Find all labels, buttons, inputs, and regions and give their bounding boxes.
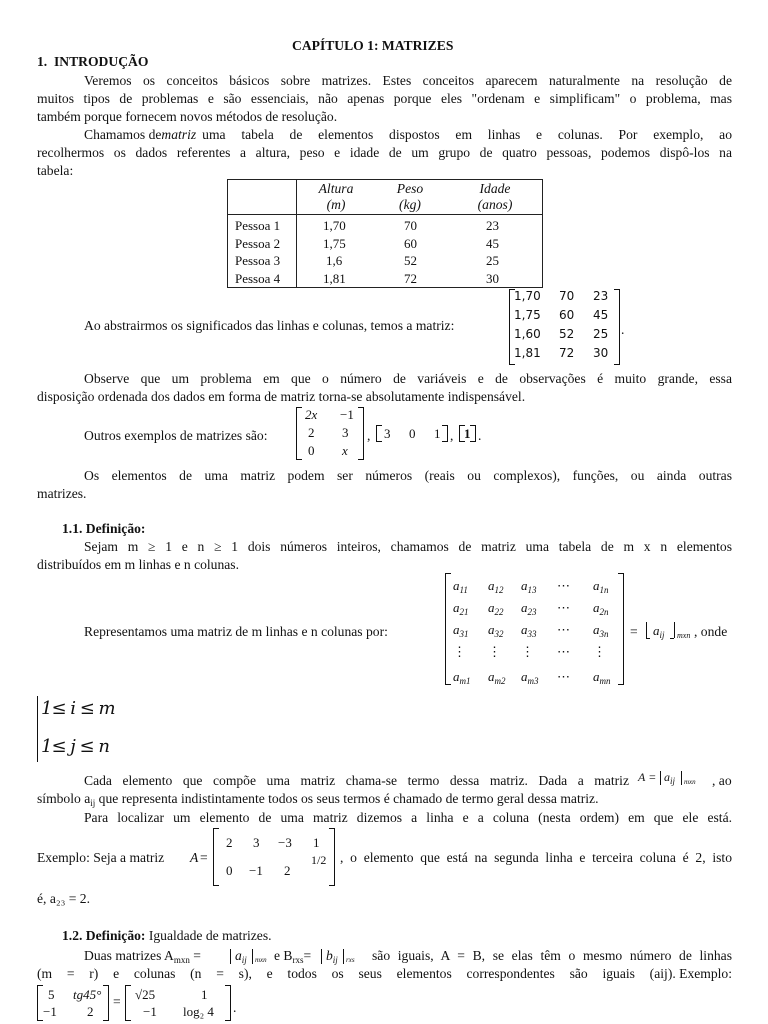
header-peso: [380, 181, 440, 213]
subscript-ij: ij: [90, 798, 96, 808]
text-segment: [84, 948, 201, 965]
left-floor-bracket: [646, 622, 647, 638]
punctuation: .: [621, 322, 625, 337]
definition-line-1: Sejam m ≥ 1 e n ≥ 1 dois números inteiros, chamamos de matriz uma tabela de m x n elementos: [84, 539, 732, 554]
text-segment: que representa indistintamente todos os seus termos é chamado de termo geral dessa matriz.: [98, 791, 599, 806]
general-matrix-cell: $a_{m2}$: [488, 669, 506, 686]
matrix-cell: √25: [135, 987, 156, 1002]
general-matrix-cell: ⋯: [557, 644, 570, 659]
onde-text: , onde: [694, 624, 728, 639]
matrix-cell: log₂ 4: [183, 1004, 214, 1019]
matrix-cell: −3: [278, 835, 292, 850]
general-matrix-cell: $a_{31}$: [453, 622, 469, 639]
aij-symbol: $a_{ij}$: [235, 948, 247, 965]
matrix-cell: 1,70: [514, 289, 541, 303]
subscript-rxs: rxs: [292, 955, 304, 965]
period: .: [233, 1000, 237, 1015]
matrix-cell: 1,81: [514, 346, 541, 360]
bij-symbol: $b_{ij}$: [326, 948, 338, 965]
matrix-cell: 52: [559, 327, 575, 341]
right-floor-bracket: [681, 771, 682, 785]
left-bracket: [213, 828, 219, 886]
text-segment: e B: [274, 948, 293, 963]
matrix-cell: tg45°: [73, 987, 102, 1002]
equals-sign: =: [630, 624, 638, 639]
matrix-cell: 2: [226, 835, 233, 850]
text-segment: Chamamos de: [84, 127, 162, 142]
row-label: Pessoa 4: [235, 270, 281, 286]
general-matrix-cell: $a_{33}$: [521, 622, 537, 639]
matrix-cell: 23: [593, 289, 609, 303]
row-label: Pessoa 3: [235, 253, 281, 268]
example-scalar-matrix: [459, 425, 476, 442]
general-matrix-cell: $a_{mn}$: [593, 669, 611, 686]
general-matrix-cell: ⋯: [557, 622, 570, 637]
right-bracket: [103, 985, 109, 1021]
matrix-cell: 1: [313, 835, 320, 850]
text-segment: uma tabela de elementos dispostos em linhas e colunas. Por exemplo, ao: [202, 127, 732, 142]
header-altura-label: Altura: [318, 181, 354, 196]
matrix-cell: 45: [593, 308, 609, 322]
matrix-cell: 5: [48, 987, 55, 1002]
example-after-text: , o elemento que está na segunda linha e terceira coluna é 2, isto: [340, 850, 732, 865]
left-bracket: [125, 985, 131, 1021]
matrix-cell: 3: [342, 425, 349, 440]
paragraph-matriz-line-3: tabela:: [37, 163, 74, 178]
text-segment: , ao: [712, 773, 732, 788]
matrix-cell: 70: [559, 289, 575, 303]
cell-peso: 52: [404, 253, 417, 268]
left-floor-bracket: [230, 949, 231, 964]
right-floor-base: [670, 638, 674, 639]
cell-altura: 1,81: [323, 270, 346, 286]
header-idade: [460, 181, 530, 213]
general-matrix-cell: $a_{2n}$: [593, 600, 609, 617]
equals-sign: =: [193, 948, 201, 963]
paragraph-matriz-line-2: recolhermos os dados referentes a altura, peso e idade de um grupo de quatro pessoas, podemos dispô-los na: [37, 145, 732, 160]
matrix-cell: x: [342, 443, 348, 458]
header-altura: [306, 181, 366, 213]
cell-idade: 23: [486, 218, 499, 233]
example-result: é, a₂₃ = 2.: [37, 891, 91, 906]
matrix-cell: 72: [559, 346, 575, 360]
left-bracket: [376, 425, 382, 442]
paragraph-matriz-line-1: [84, 127, 732, 143]
matrix-cell: 0: [409, 426, 416, 441]
header-altura-unit: (m): [326, 197, 346, 212]
comma: ,: [367, 428, 371, 443]
matrix-cell: 0: [308, 443, 315, 458]
header-peso-label: Peso: [396, 181, 424, 196]
equals-sign: =: [303, 948, 312, 963]
text-segment: símbolo a: [37, 791, 91, 806]
left-floor-base: [646, 638, 650, 639]
general-matrix-cell: $a_{12}$: [488, 578, 504, 595]
condition-i: 1≤ i ≤ m: [41, 698, 115, 719]
right-floor-bracket: [252, 949, 253, 964]
rxs-subscript: rxs: [346, 956, 355, 964]
equality-example-right: [125, 985, 231, 1021]
matrix-cell: 2: [284, 863, 291, 878]
row-label: Pessoa 2: [235, 235, 281, 251]
paragraph-termo-line-2: [37, 791, 598, 808]
general-matrix-cell: ⋮: [593, 644, 606, 659]
equality-line-2: [37, 966, 732, 982]
cell-idade: 25: [486, 253, 499, 268]
left-floor-bracket: [321, 949, 322, 964]
paragraph-observe-line-1: Observe que um problema em que o número de variáveis e de observações é muito grande, essa: [84, 371, 732, 386]
mxn-subscript: mxn: [255, 956, 267, 964]
general-matrix: [445, 573, 624, 685]
equals-sign: =: [649, 770, 656, 784]
heading-rest: Igualdade de matrizes.: [148, 928, 272, 943]
heading-bold: 1.2. Definição:: [62, 928, 146, 943]
general-matrix-cell: $a_{m3}$: [521, 669, 539, 686]
mxn-subscript: mxn: [684, 778, 696, 786]
general-matrix-cell: $a_{m1}$: [453, 669, 471, 686]
fraction-value: 1/2: [311, 853, 327, 867]
paragraph-localizar-line-1: Para localizar um elemento de uma matriz dizemos a linha e a coluna (nesta ordem) em que ele está.: [84, 810, 732, 825]
paragraph-intro-line-3: também porque fornecem novos métodos de resolução.: [37, 109, 338, 124]
cell-peso: 70: [404, 218, 417, 233]
matrix-cell: 2x: [305, 407, 318, 422]
general-matrix-cell: $a_{21}$: [453, 600, 469, 617]
cell-altura: 1,6: [326, 253, 343, 268]
paragraph-intro-line-1: Veremos os conceitos básicos sobre matrizes. Estes conceitos aparecem naturalmente na resolução de: [84, 73, 732, 88]
left-bracket: [296, 407, 302, 460]
table-divider: [227, 214, 542, 215]
row-label: Pessoa 1: [235, 218, 281, 233]
aij-symbol: $a_{ij}$: [664, 770, 676, 786]
cell-idade: 45: [486, 235, 499, 251]
matrix-cell: 2: [87, 1004, 94, 1019]
matrix-cell: 1,75: [514, 308, 541, 322]
matrix-cell: 3: [384, 426, 391, 441]
general-matrix-cell: $a_{3n}$: [593, 622, 609, 639]
mxn-subscript: mxn: [677, 631, 691, 640]
var-a: A: [638, 770, 646, 784]
right-bracket: [225, 985, 231, 1021]
paragraph-termo-line-1: Cada elemento que compõe uma matriz chama-se termo dessa matriz. Dada a matriz: [84, 773, 629, 788]
paragraph-observe-line-2: disposição ordenada dos dados em forma de matriz torna-se absolutamente indispensável.: [37, 389, 526, 404]
condition-brace: [37, 696, 38, 762]
matrix-cell: 1: [201, 987, 208, 1002]
general-matrix-cell: $a_{22}$: [488, 600, 504, 617]
condition-j: 1≤ j ≤ n: [41, 736, 109, 757]
right-bracket: [618, 573, 624, 685]
paragraph-intro-line-2: muitos tipos de problemas e são essenciais, não apenas porque eles "ordenam e simplificam" o problema, mas: [37, 91, 732, 106]
var-a: A: [190, 850, 199, 865]
aij-equals-bij: ij: [660, 966, 668, 981]
period: .: [478, 428, 482, 443]
matrix-cell: 3: [253, 835, 260, 850]
text-segment: ). Exemplo:: [667, 966, 732, 981]
cell-idade: 30: [486, 270, 499, 286]
section-heading-definicao-1-1: 1.1. Definição:: [62, 521, 146, 536]
right-bracket: [470, 425, 476, 442]
general-matrix-cell: ⋯: [557, 600, 570, 615]
main-matrix: [509, 289, 620, 365]
term-matriz: matriz: [161, 127, 197, 142]
left-bracket: [445, 573, 451, 685]
general-matrix-cell: $a_{13}$: [521, 578, 537, 595]
right-floor-bracket: [674, 622, 675, 638]
matrix-cell: −1: [249, 863, 263, 878]
representation-text: Representamos uma matriz de m linhas e n colunas por:: [84, 624, 388, 639]
cell-peso: 60: [404, 235, 417, 251]
other-examples-text: Outros exemplos de matrizes são:: [84, 428, 268, 443]
matrix-cell: 25: [593, 327, 609, 341]
matrix-cell: 2: [308, 425, 315, 440]
equality-example-left: [37, 985, 109, 1021]
equals-sign: =: [113, 994, 121, 1009]
example-matrix-2x4: [213, 828, 335, 886]
right-floor-bracket: [343, 949, 344, 964]
matrix-cell: 1: [464, 426, 471, 441]
example-row-matrix: [376, 425, 448, 442]
text-segment: Duas matrizes A: [84, 948, 174, 963]
general-matrix-cell: ⋮: [453, 644, 466, 659]
right-bracket: [442, 425, 448, 442]
example-matrix-3x2: [296, 407, 364, 460]
matrix-cell: −1: [340, 407, 354, 422]
general-matrix-cell: ⋯: [557, 578, 570, 593]
cell-altura: 1,70: [323, 218, 346, 233]
chapter-title: CAPÍTULO 1: MATRIZES: [292, 38, 454, 53]
left-floor-bracket: [660, 771, 661, 785]
comma: ,: [450, 428, 454, 443]
matrix-cell: −1: [43, 1004, 57, 1019]
equals-sign: =: [200, 850, 208, 865]
text-segment: [274, 948, 311, 965]
matrix-cell-fraction: [311, 854, 326, 867]
section-heading-introducao: 1. INTRODUÇÃO: [37, 54, 149, 69]
text-segment: são iguais, A = B, se elas têm o mesmo número de linhas: [372, 948, 732, 963]
aij-symbol: $a_{ij}$: [653, 623, 665, 640]
header-idade-unit: (anos): [477, 197, 513, 212]
header-peso-unit: (kg): [399, 197, 421, 212]
matrix-cell: 60: [559, 308, 575, 322]
matrix-cell: 0: [226, 863, 233, 878]
general-matrix-cell: ⋮: [521, 644, 534, 659]
general-matrix-cell: $a_{1n}$: [593, 578, 609, 595]
cell-altura: 1,75: [323, 235, 346, 251]
right-bracket: [614, 289, 620, 365]
matrix-cell: 30: [593, 346, 609, 360]
header-idade-label: Idade: [479, 181, 511, 196]
section-heading-definicao-1-2: [62, 928, 272, 944]
table-divider: [296, 179, 297, 287]
general-matrix-cell: $a_{32}$: [488, 622, 504, 639]
abstract-matrix-text: Ao abstrairmos os significados das linhas e colunas, temos a matriz:: [84, 318, 455, 333]
example-label: Exemplo: Seja a matriz: [37, 850, 165, 865]
definition-line-2: distribuídos em m linhas e n colunas.: [37, 557, 239, 572]
general-matrix-cell: ⋮: [488, 644, 501, 659]
general-matrix-cell: $a_{23}$: [521, 600, 537, 617]
text-segment: (m = r) e colunas (n = s), e todos os seus elementos correspondentes são iguais (a: [37, 966, 661, 981]
matrix-cell: −1: [143, 1004, 157, 1019]
matrix-cell: 1,60: [514, 327, 541, 341]
general-matrix-cell: $a_{11}$: [453, 578, 468, 595]
right-bracket: [329, 828, 335, 886]
matrix-cell: 1: [434, 426, 441, 441]
subscript-mxn: mxn: [173, 955, 190, 965]
paragraph-elementos-line-2: matrizes.: [37, 486, 87, 501]
general-matrix-cell: ⋯: [557, 669, 570, 684]
right-bracket: [358, 407, 364, 460]
cell-peso: 72: [404, 270, 417, 286]
paragraph-elementos-line-1: Os elementos de uma matriz podem ser números (reais ou complexos), funções, ou ainda outras: [84, 468, 732, 483]
